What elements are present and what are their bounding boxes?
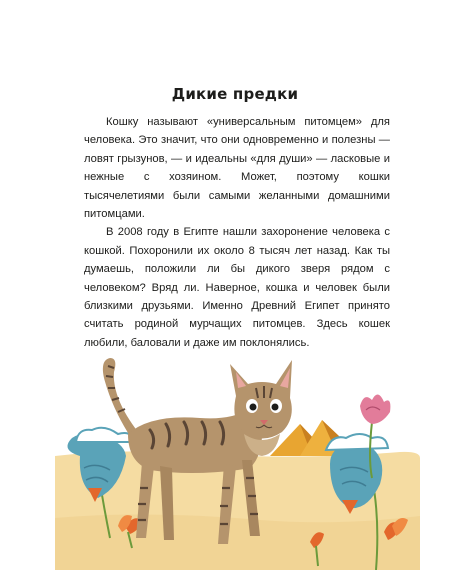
sand-shadow: [55, 514, 420, 570]
egypt-cat-illustration: [0, 338, 470, 570]
page-title: Дикие предки: [171, 85, 299, 103]
article-body: [84, 113, 390, 352]
paragraph-2: В 2008 году в Египте нашли захоронение человека с кошкой. Похоронили их около 8 тысяч лет назад. Как ты думаешь, положили ли бы дикого зверя рядом с человеком? Вряд ли. Наверное, кошка и человек были близкими друзьями. Именно Древний Египет принято считать родиной мурчащих питомцев. Здесь кошек любили, баловали и даже им поклонялись.: [84, 226, 390, 349]
paragraph-1: Кошку называют «универсальным питомцем» для человека. Это значит, что они одновременно и полезны — ловят грызунов, — и идеальны «для души» — ласковые и нежные с хозяином. Может, поэтому кошки тысячелетиями были самыми желанными домашними питомцами.: [84, 116, 390, 221]
